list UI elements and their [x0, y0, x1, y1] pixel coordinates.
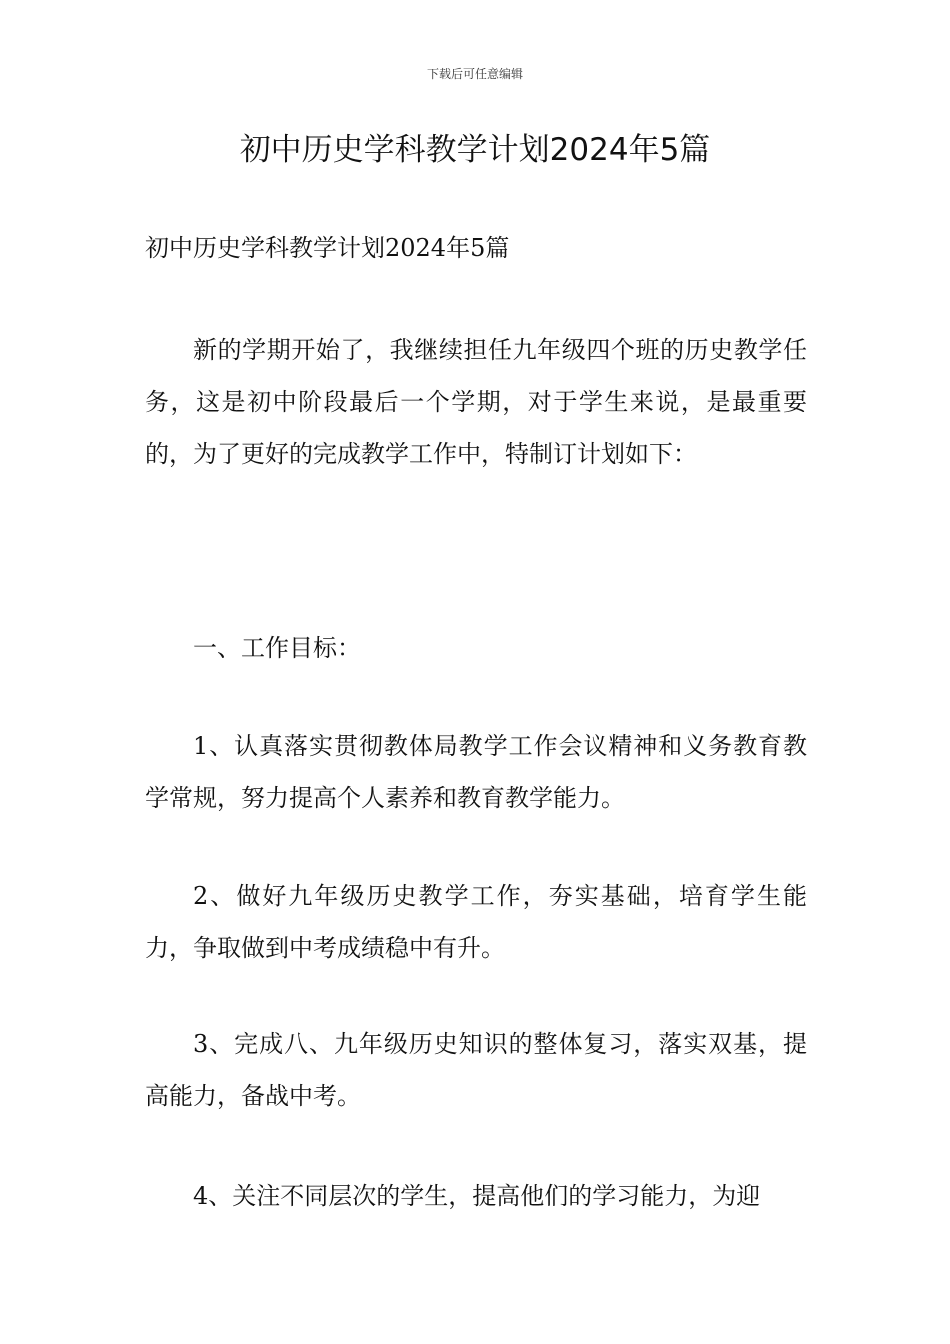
goal-item-4: 4、关注不同层次的学生，提高他们的学习能力，为迎: [193, 1182, 761, 1210]
goal-item-1: 1、认真落实贯彻教体局教学工作会议精神和义务教育教学常规，努力提高个人素养和教育教学能力。: [145, 732, 807, 812]
document-title: 初中历史学科教学计划2024年5篇: [239, 132, 711, 168]
goal-item-2: 2、做好九年级历史教学工作，夯实基础，培育学生能力，争取做到中考成绩稳中有升。: [145, 882, 807, 962]
header-note: 下载后可任意编辑: [426, 67, 523, 81]
goal-item-3: 3、完成八、九年级历史知识的整体复习，落实双基，提高能力，备战中考。: [145, 1030, 807, 1110]
subtitle-paragraph: 初中历史学科教学计划2024年5篇: [145, 234, 510, 262]
intro-paragraph: 新的学期开始了，我继续担任九年级四个班的历史教学任务，这是初中阶段最后一个学期，对于学生来说，是最重要的，为了更好的完成教学工作中，特制订计划如下：: [145, 336, 807, 468]
section-heading: 一、工作目标：: [193, 634, 361, 662]
